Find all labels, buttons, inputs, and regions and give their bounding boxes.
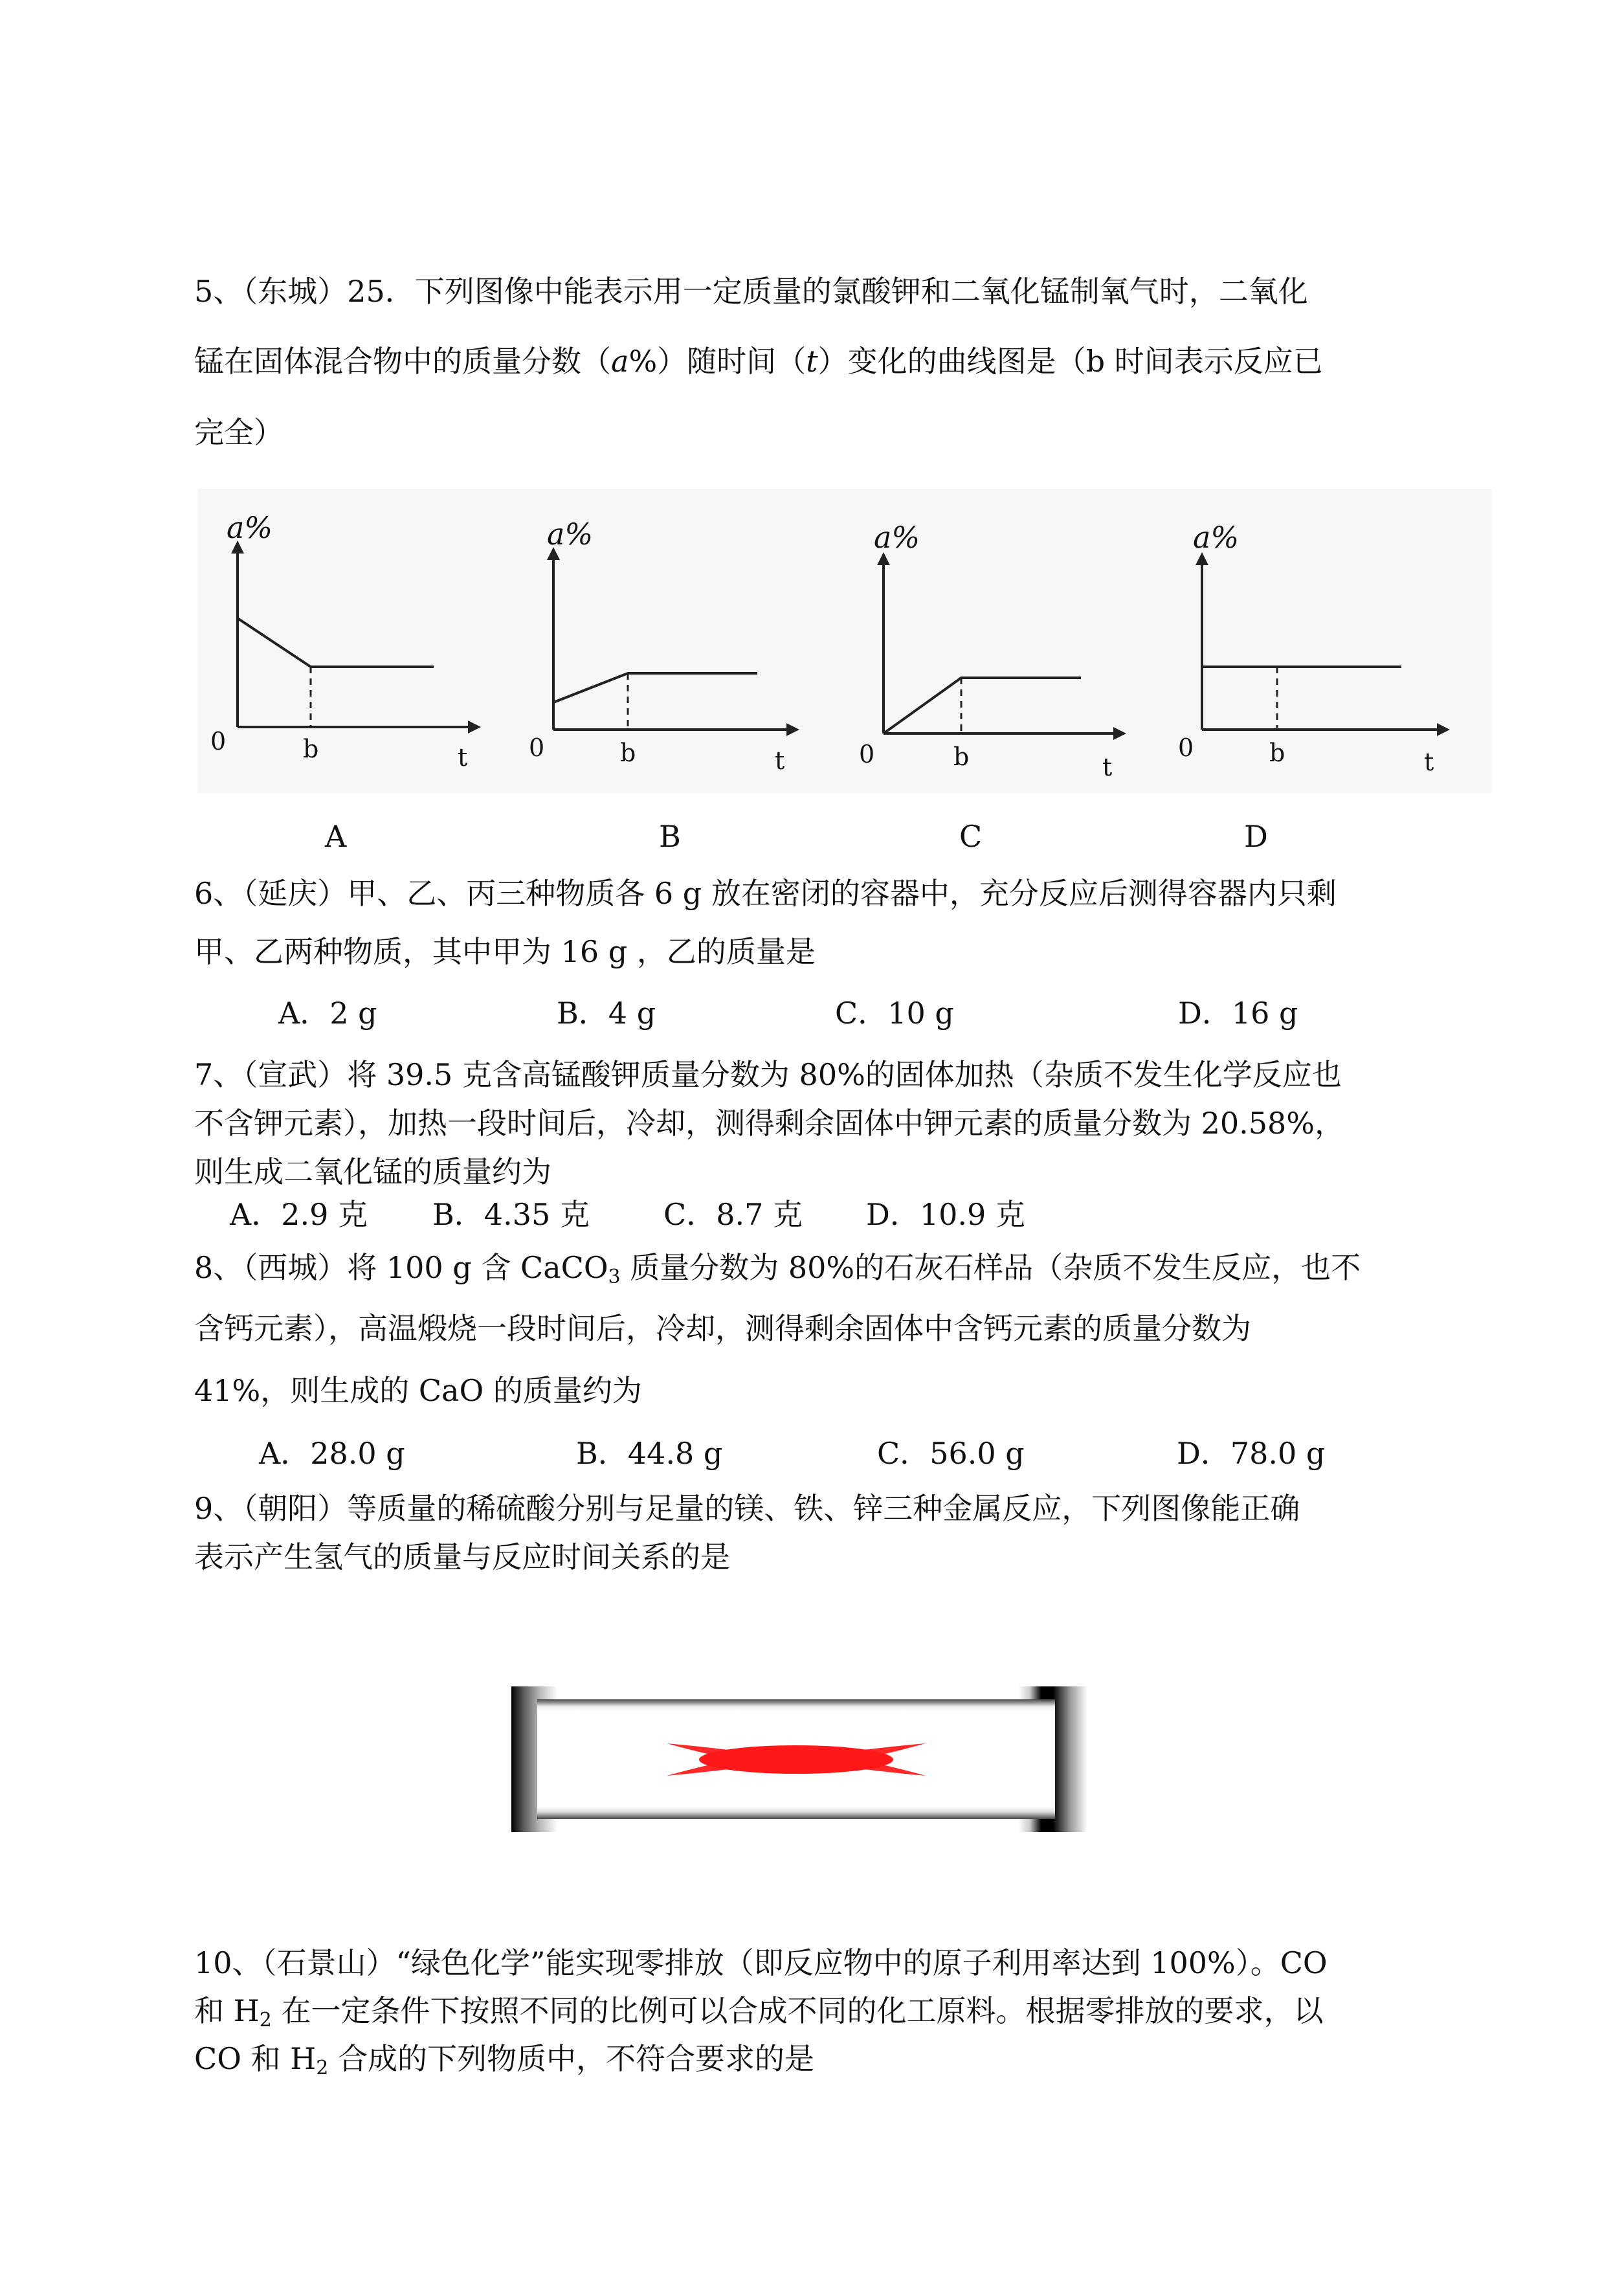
graph-c: [845, 489, 1142, 793]
graph-b-xlabel: t: [775, 746, 785, 775]
graph-d-origin: 0: [1178, 733, 1194, 762]
curve: [238, 618, 434, 667]
graph-a: [197, 489, 495, 793]
q10-line-2-a: 和 H: [194, 1993, 260, 2028]
q10-line-3: [194, 2039, 1456, 2088]
q7-line-3: 则生成二氧化锰的质量约为: [194, 1154, 551, 1189]
x-axis-arrow: [468, 721, 481, 733]
q5-line-3: 完全）: [194, 415, 284, 450]
q6-option-a: A．2 g: [278, 996, 377, 1031]
q8-line-3: 41%，则生成的 CaO 的质量约为: [194, 1373, 642, 1408]
q10-line-1: 10、（石景山）“绿色化学”能实现零排放（即反应物中的原子利用率达到 100%）。CO: [194, 1945, 1328, 1980]
graph-a-origin: 0: [210, 727, 227, 755]
q8-option-a: A．28.0 g: [259, 1436, 405, 1471]
q5-line-1: 5、（东城）25．下列图像中能表示用一定质量的氯酸钾和二氧化锰制氧气时，二氧化: [194, 274, 1308, 309]
x-axis-arrow: [1113, 727, 1126, 740]
q7-line-2: 不含钾元素），加热一段时间后，冷却，测得剩余固体中钾元素的质量分数为 20.58%，: [194, 1106, 1345, 1141]
q5-graph-labels: [0, 817, 1624, 856]
q6-line-2: 甲、乙两种物质，其中甲为 16 g ，乙的质量是: [194, 934, 816, 969]
q8-line-2: 含钙元素），高温煅烧一段时间后，冷却，测得剩余固体中含钙元素的质量分数为: [194, 1311, 1251, 1346]
q10-subscript-2b: 2: [316, 2057, 329, 2079]
q6-option-b: B．4 g: [557, 996, 656, 1031]
graph-c-tick-b: b: [953, 743, 970, 771]
graph-c-ylabel: a%: [874, 520, 920, 555]
q10-subscript-2a: 2: [259, 2009, 272, 2031]
q5-line-2-b: %）随时间（: [628, 344, 806, 379]
graph-label-a: A: [325, 819, 347, 854]
q6-option-c: C．10 g: [835, 996, 954, 1031]
q7-option-c: C．8.7 克: [663, 1197, 803, 1232]
q5-graphs-figure: [197, 489, 1492, 793]
q5-var-a: a: [611, 344, 629, 379]
graph-label-d: D: [1244, 819, 1268, 854]
graph-label-c: C: [959, 819, 983, 854]
graph-d-xlabel: t: [1424, 748, 1434, 776]
graph-c-origin: 0: [859, 740, 875, 768]
graph-c-xlabel: t: [1102, 753, 1113, 781]
q10-line-2: [194, 1991, 1456, 2040]
graph-d: [1168, 489, 1466, 793]
broken-image-placeholder: [511, 1686, 1087, 1832]
q6-option-d: D．16 g: [1178, 996, 1298, 1031]
curve: [884, 678, 1081, 733]
graph-d-ylabel: a%: [1193, 520, 1240, 555]
graph-d-tick-b: b: [1269, 739, 1285, 767]
q7-option-a: A．2.9 克: [230, 1197, 368, 1232]
curve: [553, 673, 757, 702]
q6-options: [0, 994, 1624, 1033]
broken-image-x-icon: [660, 1724, 932, 1795]
q10-line-3-a: CO 和 H: [194, 2041, 317, 2076]
q8-option-c: C．56.0 g: [877, 1436, 1025, 1471]
graph-a-xlabel: t: [458, 743, 468, 772]
q7-line-1: 7、（宣武）将 39.5 克含高锰酸钾质量分数为 80%的固体加热（杂质不发生化学反应也: [194, 1057, 1342, 1092]
graph-label-b: B: [659, 819, 681, 854]
graph-a-ylabel: a%: [227, 510, 273, 545]
q5-line-2-a: 锰在固体混合物中的质量分数（: [194, 344, 611, 379]
q5-var-t: t: [806, 344, 818, 379]
q9-line-1: 9、（朝阳）等质量的稀硫酸分别与足量的镁、铁、锌三种金属反应，下列图像能正确: [194, 1491, 1300, 1526]
graph-a-tick-b: b: [303, 735, 319, 763]
x-axis-arrow: [1437, 723, 1450, 736]
graph-b: [521, 489, 819, 793]
graph-b-tick-b: b: [620, 739, 636, 767]
graph-b-origin: 0: [529, 733, 545, 762]
q7-options: [0, 1195, 1624, 1234]
q7-option-b: B．4.35 克: [432, 1197, 590, 1232]
q8-line-1: [194, 1248, 1456, 1297]
q8-line-1-b: 质量分数为 80%的石灰石样品（杂质不发生反应，也不: [620, 1250, 1361, 1285]
q7-option-d: D．10.9 克: [866, 1197, 1025, 1232]
graph-b-ylabel: a%: [547, 517, 594, 552]
q8-subscript-3: 3: [608, 1266, 621, 1288]
x-axis-arrow: [786, 723, 799, 736]
q8-option-d: D．78.0 g: [1177, 1436, 1326, 1471]
q10-line-2-b: 在一定条件下按照不同的比例可以合成不同的化工原料。根据零排放的要求，以: [271, 1993, 1324, 2028]
q8-option-b: B．44.8 g: [576, 1436, 723, 1471]
q5-line-2: [194, 342, 1456, 381]
q8-line-1-a: 8、（西城）将 100 g 含 CaCO: [194, 1250, 608, 1285]
q5-line-2-c: ）变化的曲线图是（b 时间表示反应已: [818, 344, 1323, 379]
q8-options: [0, 1434, 1624, 1473]
q10-line-3-b: 合成的下列物质中，不符合要求的是: [328, 2041, 814, 2076]
q9-line-2: 表示产生氢气的质量与反应时间关系的是: [194, 1539, 730, 1574]
q6-line-1: 6、（延庆）甲、乙、丙三种物质各 6 g 放在密闭的容器中，充分反应后测得容器内只剩: [194, 876, 1337, 911]
